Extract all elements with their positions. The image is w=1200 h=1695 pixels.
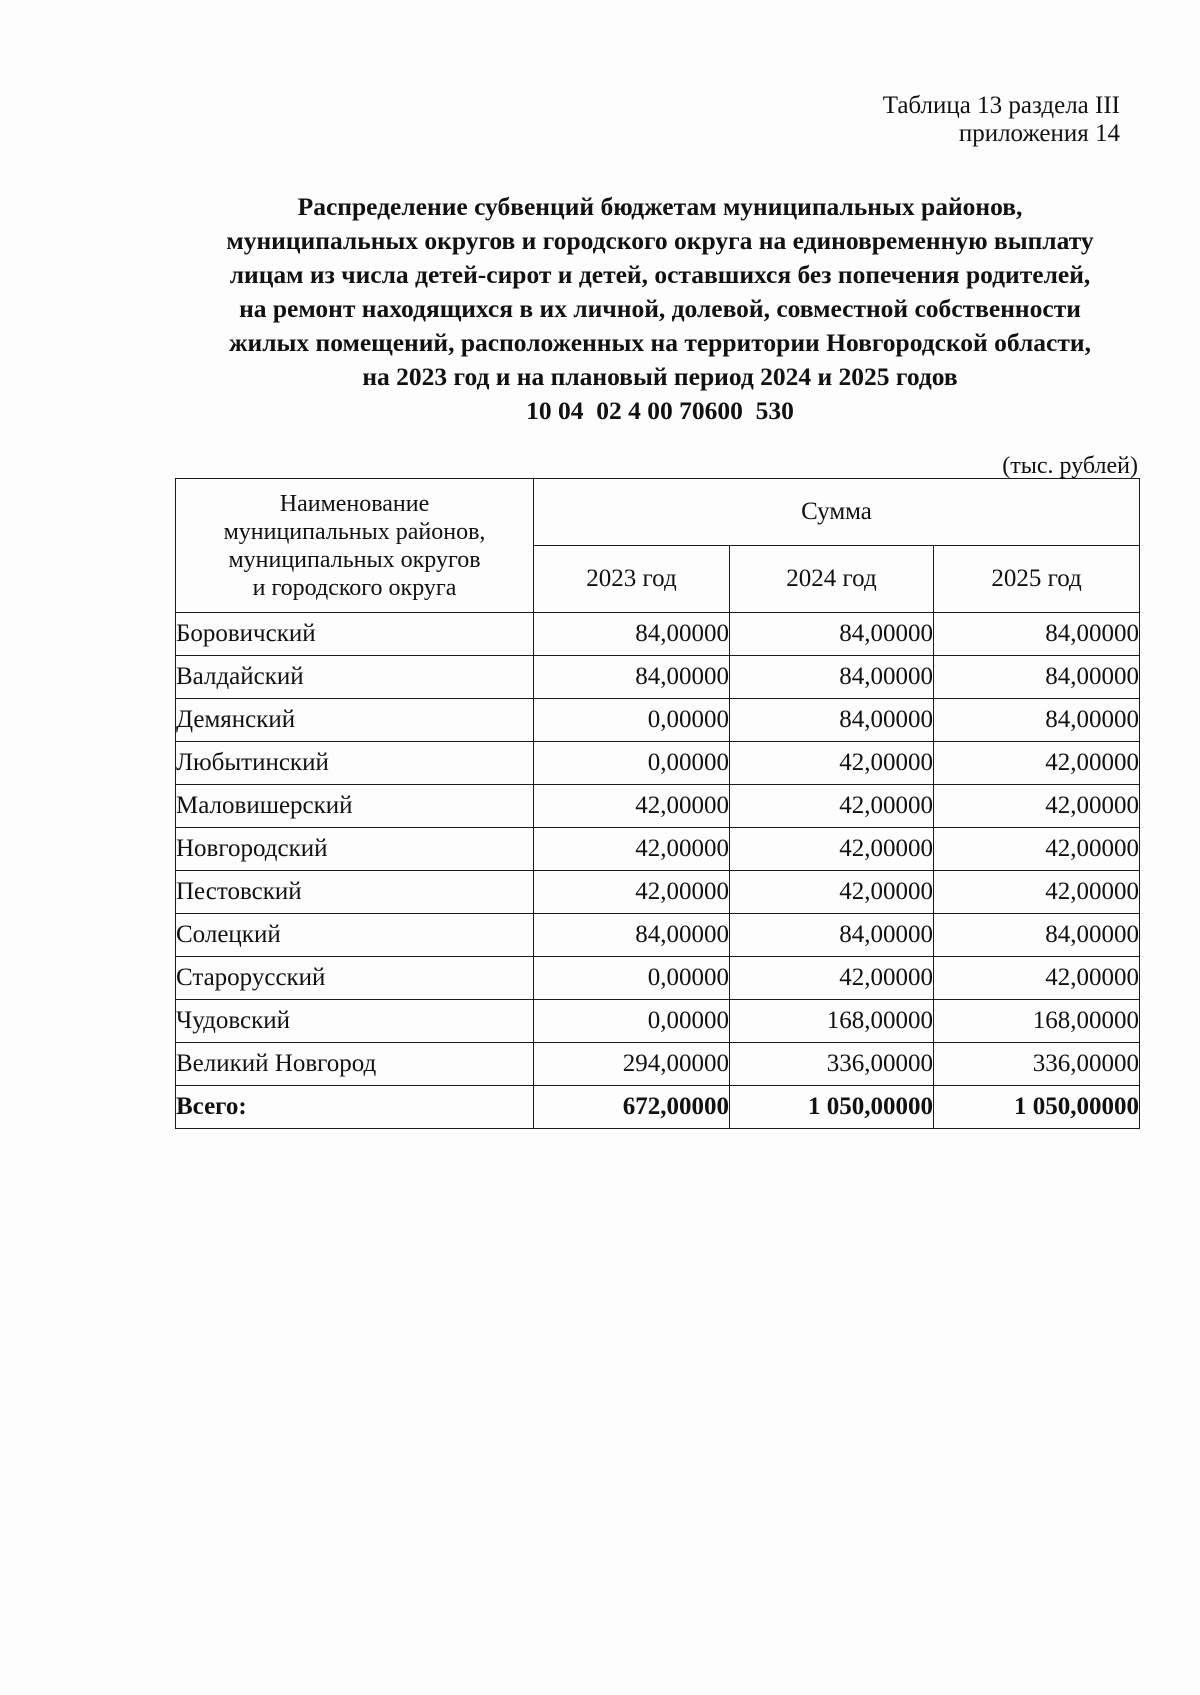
- municipality-name-cell: Валдайский: [176, 656, 534, 699]
- name-column-header: [176, 479, 534, 613]
- table-row: [176, 656, 1140, 699]
- municipality-name-cell: Чудовский: [176, 1000, 534, 1043]
- value-2023-cell: 0,00000: [534, 1000, 730, 1043]
- value-2024-cell: 84,00000: [730, 699, 934, 742]
- name-header-line: Наименование: [279, 490, 430, 517]
- units-label: (тыс. рублей): [1002, 453, 1138, 479]
- value-2024-cell: 84,00000: [730, 914, 934, 957]
- municipality-name-cell: Пестовский: [176, 871, 534, 914]
- value-2025-cell: 84,00000: [934, 914, 1140, 957]
- table-row: [176, 828, 1140, 871]
- reference-line-2: приложения 14: [958, 120, 1120, 147]
- value-2024-cell: 42,00000: [730, 742, 934, 785]
- document-title: [170, 190, 1150, 394]
- value-2025-cell: 42,00000: [934, 957, 1140, 1000]
- name-header-line: муниципальных округов: [228, 546, 481, 573]
- year-header-2024: 2024 год: [730, 546, 934, 613]
- municipality-name-cell: Боровичский: [176, 613, 534, 656]
- value-2025-cell: 84,00000: [934, 656, 1140, 699]
- value-2025-cell: 42,00000: [934, 742, 1140, 785]
- value-2024-cell: 84,00000: [730, 613, 934, 656]
- value-2025-cell: 42,00000: [934, 828, 1140, 871]
- value-2023-cell: 42,00000: [534, 828, 730, 871]
- value-2023-cell: 42,00000: [534, 871, 730, 914]
- value-2025-cell: 336,00000: [934, 1043, 1140, 1086]
- municipality-name-cell: Демянский: [176, 699, 534, 742]
- distribution-table: [175, 478, 1140, 1129]
- table-row: [176, 613, 1140, 656]
- value-2024-cell: 336,00000: [730, 1043, 934, 1086]
- value-2023-cell: 84,00000: [534, 914, 730, 957]
- total-row: [176, 1086, 1140, 1129]
- municipality-name-cell: Маловишерский: [176, 785, 534, 828]
- table-reference: [883, 92, 1120, 148]
- value-2024-cell: 42,00000: [730, 785, 934, 828]
- name-header-line: и городского округа: [252, 574, 457, 601]
- total-value-2024-cell: 1 050,00000: [730, 1086, 934, 1129]
- title-line: Распределение субвенций бюджетам муниципальных районов,: [297, 192, 1023, 221]
- budget-classification-code: 10 04 02 4 00 70600 530: [526, 396, 794, 425]
- municipality-name-cell: Старорусский: [176, 957, 534, 1000]
- total-value-2023-cell: 672,00000: [534, 1086, 730, 1129]
- value-2023-cell: 0,00000: [534, 742, 730, 785]
- table-row: [176, 1000, 1140, 1043]
- value-2024-cell: 42,00000: [730, 957, 934, 1000]
- year-header-2023: 2023 год: [534, 546, 730, 613]
- value-2025-cell: 42,00000: [934, 785, 1140, 828]
- municipality-name-cell: Солецкий: [176, 914, 534, 957]
- value-2023-cell: 0,00000: [534, 957, 730, 1000]
- title-line: муниципальных округов и городского округа на единовременную выплату: [226, 226, 1094, 255]
- municipality-name-cell: Любытинский: [176, 742, 534, 785]
- value-2024-cell: 42,00000: [730, 828, 934, 871]
- value-2025-cell: 84,00000: [934, 699, 1140, 742]
- table-row: [176, 1043, 1140, 1086]
- title-line: лицам из числа детей-сирот и детей, оставшихся без попечения родителей,: [229, 260, 1091, 289]
- value-2023-cell: 42,00000: [534, 785, 730, 828]
- sum-column-header: Сумма: [534, 479, 1140, 546]
- name-header-line: муниципальных районов,: [223, 518, 486, 545]
- reference-line-1: Таблица 13 раздела III: [882, 92, 1120, 119]
- value-2025-cell: 168,00000: [934, 1000, 1140, 1043]
- value-2023-cell: 294,00000: [534, 1043, 730, 1086]
- municipality-name-cell: Новгородский: [176, 828, 534, 871]
- table-row: [176, 742, 1140, 785]
- table-body: [176, 613, 1140, 1129]
- value-2024-cell: 168,00000: [730, 1000, 934, 1043]
- year-header-2025: 2025 год: [934, 546, 1140, 613]
- table-row: [176, 871, 1140, 914]
- title-line: на ремонт находящихся в их личной, долевой, совместной собственности: [239, 294, 1081, 323]
- title-line: на 2023 год и на плановый период 2024 и 2025 годов: [362, 362, 958, 391]
- table-row: [176, 785, 1140, 828]
- table-row: [176, 957, 1140, 1000]
- value-2023-cell: 0,00000: [534, 699, 730, 742]
- value-2025-cell: 84,00000: [934, 613, 1140, 656]
- value-2023-cell: 84,00000: [534, 656, 730, 699]
- table-row: [176, 914, 1140, 957]
- municipality-name-cell: Великий Новгород: [176, 1043, 534, 1086]
- total-value-2025-cell: 1 050,00000: [934, 1086, 1140, 1129]
- table-row: [176, 699, 1140, 742]
- value-2024-cell: 42,00000: [730, 871, 934, 914]
- value-2024-cell: 84,00000: [730, 656, 934, 699]
- value-2023-cell: 84,00000: [534, 613, 730, 656]
- title-line: жилых помещений, расположенных на территории Новгородской области,: [229, 328, 1091, 357]
- value-2025-cell: 42,00000: [934, 871, 1140, 914]
- total-municipality-name-cell: Всего:: [176, 1086, 534, 1129]
